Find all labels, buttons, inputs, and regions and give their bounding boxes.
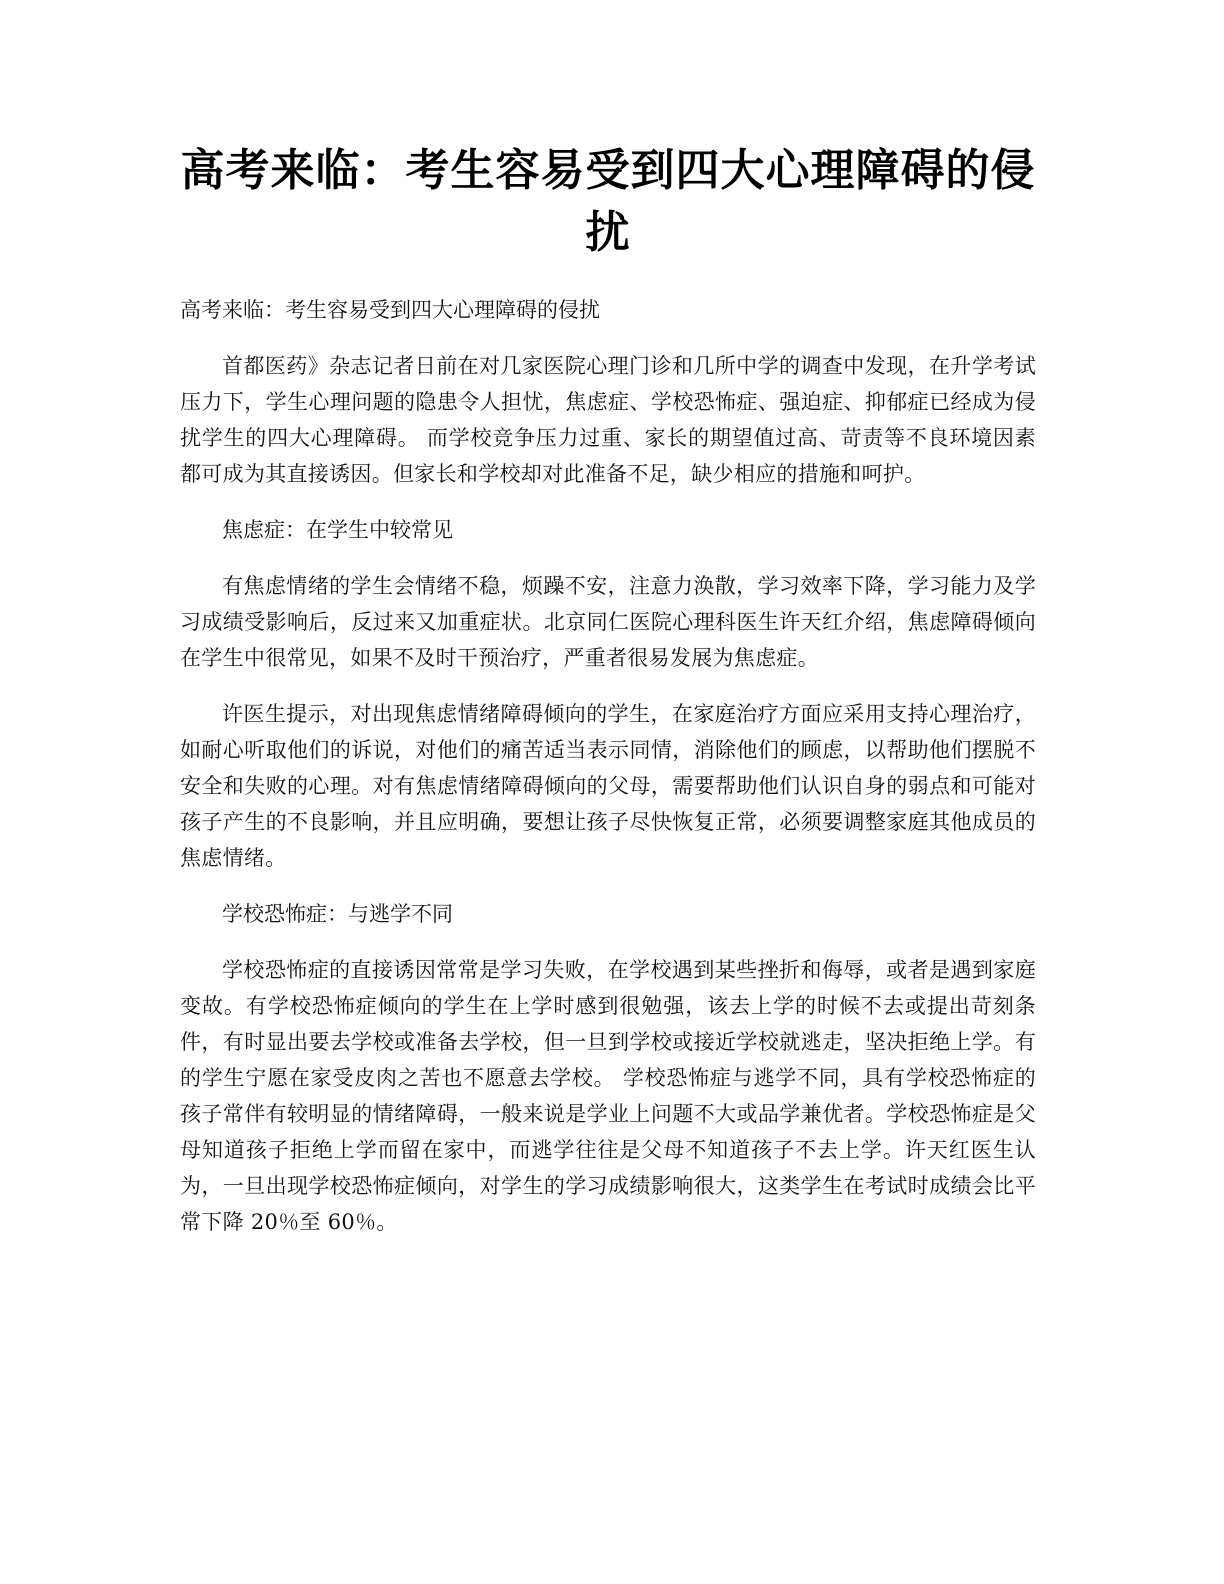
anxiety-paragraph-1: 有焦虑情绪的学生会情绪不稳，烦躁不安，注意力涣散，学习效率下降，学习能力及学习成绩受影响后，反过来又加重症状。北京同仁医院心理科医生许天红介绍，焦虑障碍倾向在学生中很常见，如果不及时干预治疗，严重者很易发展为焦虑症。 <box>180 574 1036 670</box>
section-heading-school-phobia: 学校恐怖症：与逃学不同 <box>222 902 453 926</box>
section-heading-anxiety: 焦虑症：在学生中较常见 <box>222 518 453 542</box>
document-subtitle: 高考来临：考生容易受到四大心理障碍的侵扰 <box>180 298 600 322</box>
intro-paragraph: 首都医药》杂志记者日前在对几家医院心理门诊和几所中学的调查中发现，在升学考试压力下，学生心理问题的隐患令人担忧，焦虑症、学校恐怖症、强迫症、抑郁症已经成为侵扰学生的四大心理障碍。 而学校竞争压力过重、家长的期望值过高、苛责等不良环境因素都可成为其直接诱因。但家长和学校却对此准备不足，缺少相应的措施和呵护。 <box>180 354 1036 486</box>
anxiety-paragraph-2: 许医生提示，对出现焦虑情绪障碍倾向的学生，在家庭治疗方面应采用支持心理治疗，如耐心听取他们的诉说，对他们的痛苦适当表示同情，消除他们的顾虑，以帮助他们摆脱不安全和失败的心理。对有焦虑情绪障碍倾向的父母，需要帮助他们认识自身的弱点和可能对孩子产生的不良影响，并且应明确，要想让孩子尽快恢复正常，必须要调整家庭其他成员的焦虑情绪。 <box>180 702 1036 870</box>
school-phobia-paragraph: 学校恐怖症的直接诱因常常是学习失败，在学校遇到某些挫折和侮辱，或者是遇到家庭变故。有学校恐怖症倾向的学生在上学时感到很勉强，该去上学的时候不去或提出苛刻条件，有时显出要去学校或准备去学校，但一旦到学校或接近学校就逃走，坚决拒绝上学。有的学生宁愿在家受皮肉之苦也不愿意去学校。 学校恐怖症与逃学不同，具有学校恐怖症的孩子常伴有较明显的情绪障碍，一般来说是学业上问题不大或品学兼优者。学校恐怖症是父母知道孩子拒绝上学而留在家中，而逃学往往是父母不知道孩子不去上学。许天红医生认为，一旦出现学校恐怖症倾向，对学生的学习成绩影响很大，这类学生在考试时成绩会比平常下降 20％至 60％。 <box>180 958 1036 1234</box>
document-title: 高考来临：考生容易受到四大心理障碍的侵扰 <box>180 145 1036 258</box>
document-page <box>180 140 1036 1240</box>
